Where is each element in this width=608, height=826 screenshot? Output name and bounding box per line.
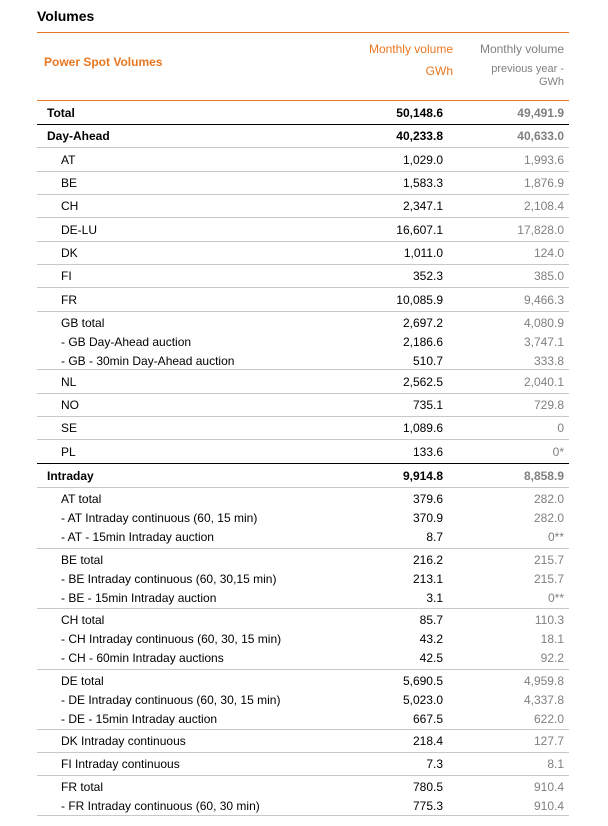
previous-year-value: 49,491.9 (517, 106, 564, 120)
column-header-previous-year-line1: Monthly volume (479, 42, 564, 56)
table-row-line (37, 649, 569, 668)
monthly-volume-value: 2,186.6 (402, 335, 443, 349)
volumes-table (37, 100, 569, 816)
table-row (37, 287, 569, 311)
monthly-volume-value: 9,914.8 (402, 469, 443, 483)
table-row-line (37, 589, 569, 608)
monthly-volume-value: 775.3 (412, 799, 443, 813)
row-label: CH (61, 199, 79, 213)
monthly-volume-value: 667.5 (412, 712, 443, 726)
monthly-volume-value: 5,690.5 (402, 674, 443, 688)
monthly-volume-value: 1,011.0 (403, 246, 443, 260)
table-row (37, 393, 569, 416)
row-label: FR total (61, 780, 104, 794)
monthly-volume-value: 213.1 (412, 572, 443, 586)
row-label: - GB Day-Ahead auction (61, 335, 192, 349)
row-label: FI (61, 269, 72, 283)
previous-year-value: 910.4 (533, 780, 564, 794)
table-row (37, 124, 569, 147)
table-row (37, 241, 569, 264)
previous-year-value: 2,108.4 (523, 199, 564, 213)
previous-year-value: 9,466.3 (523, 293, 564, 307)
table-row-line (37, 419, 569, 438)
row-label: - FR Intraday continuous (60, 30 min) (61, 799, 260, 813)
previous-year-value: 910.4 (533, 799, 564, 813)
table-row-line (37, 104, 569, 123)
monthly-volume-value: 3.1 (426, 591, 443, 605)
monthly-volume-value: 5,023.0 (402, 693, 443, 707)
monthly-volume-value: 379.6 (412, 492, 443, 506)
monthly-volume-value: 510.7 (412, 354, 443, 368)
monthly-volume-value: 352.3 (412, 269, 443, 283)
monthly-volume-value: 7.3 (426, 757, 443, 771)
table-row (37, 729, 569, 752)
row-label: DK Intraday continuous (61, 734, 186, 748)
row-label: PL (61, 445, 76, 459)
monthly-volume-value: 1,583.3 (402, 176, 443, 190)
table-row-line (37, 373, 569, 392)
monthly-volume-value: 85.7 (419, 613, 443, 627)
table-row-line (37, 151, 569, 170)
monthly-volume-value: 1,089.6 (402, 421, 443, 435)
previous-year-value: 215.7 (533, 572, 564, 586)
monthly-volume-value: 8.7 (426, 530, 443, 544)
previous-year-value: 110.3 (534, 613, 564, 627)
monthly-volume-value: 2,347.1 (402, 199, 443, 213)
table-row-line (37, 197, 569, 216)
row-label: NL (61, 375, 77, 389)
monthly-volume-value: 133.6 (412, 445, 443, 459)
row-label: Intraday (47, 469, 94, 483)
table-row (37, 439, 569, 463)
previous-year-value: 40,633.0 (517, 129, 564, 143)
monthly-volume-value: 370.9 (412, 511, 443, 525)
previous-year-value: 333.8 (533, 354, 564, 368)
previous-year-value: 215.7 (533, 553, 564, 567)
row-label: - DE Intraday continuous (60, 30, 15 min) (61, 693, 281, 707)
table-row-line (37, 570, 569, 589)
row-label: - GB - 30min Day-Ahead auction (61, 354, 235, 368)
row-label: Day-Ahead (47, 129, 110, 143)
table-row (37, 171, 569, 194)
row-label: DE total (61, 674, 104, 688)
previous-year-value: 1,993.6 (523, 153, 564, 167)
table-row-line (37, 672, 569, 691)
monthly-volume-value: 780.5 (412, 780, 443, 794)
row-label: - BE - 15min Intraday auction (61, 591, 217, 605)
monthly-volume-value: 43.2 (419, 632, 443, 646)
previous-year-value: 17,828.0 (517, 223, 564, 237)
previous-year-value: 1,876.9 (523, 176, 564, 190)
row-label: DK (61, 246, 78, 260)
monthly-volume-value: 42.5 (419, 651, 443, 665)
row-label: - BE Intraday continuous (60, 30,15 min) (61, 572, 277, 586)
row-label: FI Intraday continuous (61, 757, 180, 771)
monthly-volume-value: 218.4 (412, 734, 443, 748)
monthly-volume-value: 10,085.9 (396, 293, 443, 307)
table-row-line (37, 174, 569, 193)
table-row (37, 194, 569, 217)
row-label: - DE - 15min Intraday auction (61, 712, 218, 726)
row-label: - CH Intraday continuous (60, 30, 15 min) (61, 632, 282, 646)
monthly-volume-value: 1,029.0 (402, 153, 443, 167)
previous-year-value: 4,080.9 (523, 316, 564, 330)
row-label: GB total (61, 316, 105, 330)
table-row-line (37, 630, 569, 649)
table-row-line (37, 509, 569, 528)
column-header-monthly-volume (340, 38, 453, 82)
table-row-line (37, 291, 569, 310)
table-row (37, 752, 569, 775)
previous-year-value: 3,747.1 (523, 335, 564, 349)
monthly-volume-value: 16,607.1 (396, 223, 443, 237)
row-label: - AT Intraday continuous (60, 15 min) (61, 511, 258, 525)
table-row-line (37, 127, 569, 146)
row-label: - CH - 60min Intraday auctions (61, 651, 224, 665)
table-row-line (37, 396, 569, 415)
table-row-line (37, 551, 569, 570)
previous-year-value: 0* (552, 445, 564, 459)
table-row-line (37, 467, 569, 486)
previous-year-value: 282.0 (533, 492, 564, 506)
table-row-line (37, 732, 569, 751)
table-row-line (37, 755, 569, 774)
table-row-line (37, 611, 569, 630)
row-label: - AT - 15min Intraday auction (61, 530, 214, 544)
page-title: Volumes (37, 8, 95, 24)
table-row-line (37, 244, 569, 263)
previous-year-value: 18.1 (540, 632, 564, 646)
table-row (37, 147, 569, 171)
table-row-line (37, 333, 569, 352)
table-row (37, 487, 569, 548)
row-label: BE total (61, 553, 104, 567)
previous-year-value: 8.1 (547, 757, 564, 771)
monthly-volume-value: 40,233.8 (396, 129, 443, 143)
table-row-line (37, 314, 569, 333)
column-header-monthly-volume-text: Monthly volume GWh (368, 42, 453, 78)
row-label: Total (47, 106, 75, 120)
table-row-line (37, 267, 569, 286)
row-label: SE (61, 421, 78, 435)
column-header-previous-year (455, 40, 564, 88)
table-row (37, 416, 569, 439)
row-label: CH total (61, 613, 105, 627)
table-row (37, 669, 569, 729)
previous-year-value: 2,040.1 (523, 375, 564, 389)
previous-year-value: 282.0 (533, 511, 564, 525)
previous-year-value: 127.7 (533, 734, 564, 748)
table-row-line (37, 490, 569, 509)
table-row-line (37, 710, 569, 729)
column-header-previous-year-line3: GWh (538, 76, 564, 88)
table-row (37, 217, 569, 241)
monthly-volume-value: 216.2 (412, 553, 443, 567)
previous-year-value: 0** (547, 591, 564, 605)
previous-year-value: 729.8 (533, 398, 564, 412)
monthly-volume-value: 50,148.6 (396, 106, 443, 120)
table-row-line (37, 528, 569, 547)
previous-year-value: 4,959.8 (523, 674, 564, 688)
previous-year-value: 4,337.8 (523, 693, 564, 707)
table-row-line (37, 221, 569, 240)
table-row (37, 311, 569, 369)
header-top-rule (37, 32, 569, 33)
monthly-volume-value: 2,697.2 (402, 316, 443, 330)
row-label: FR (61, 293, 77, 307)
previous-year-value: 622.0 (533, 712, 564, 726)
monthly-volume-value: 2,562.5 (402, 375, 443, 389)
table-header-label: Power Spot Volumes (44, 55, 163, 69)
previous-year-value: 0 (557, 421, 564, 435)
row-label: AT (61, 153, 76, 167)
previous-year-value: 0** (547, 530, 564, 544)
table-row (37, 548, 569, 608)
previous-year-value: 92.2 (540, 651, 564, 665)
table-row-line (37, 691, 569, 710)
table-row-line (37, 778, 569, 797)
table-row (37, 608, 569, 669)
monthly-volume-value: 735.1 (412, 398, 443, 412)
table-row (37, 369, 569, 393)
table-row (37, 100, 569, 124)
previous-year-value: 385.0 (533, 269, 564, 283)
table-row (37, 264, 569, 287)
table-row-line (37, 443, 569, 462)
table-row (37, 463, 569, 487)
previous-year-value: 8,858.9 (523, 469, 564, 483)
column-header-previous-year-line2: previous year - (491, 63, 564, 75)
table-row (37, 775, 569, 815)
table-row-line (37, 797, 569, 816)
row-label: DE-LU (61, 223, 98, 237)
row-label: BE (61, 176, 78, 190)
row-label: NO (61, 398, 79, 412)
previous-year-value: 124.0 (533, 246, 564, 260)
row-label: AT total (61, 492, 102, 506)
